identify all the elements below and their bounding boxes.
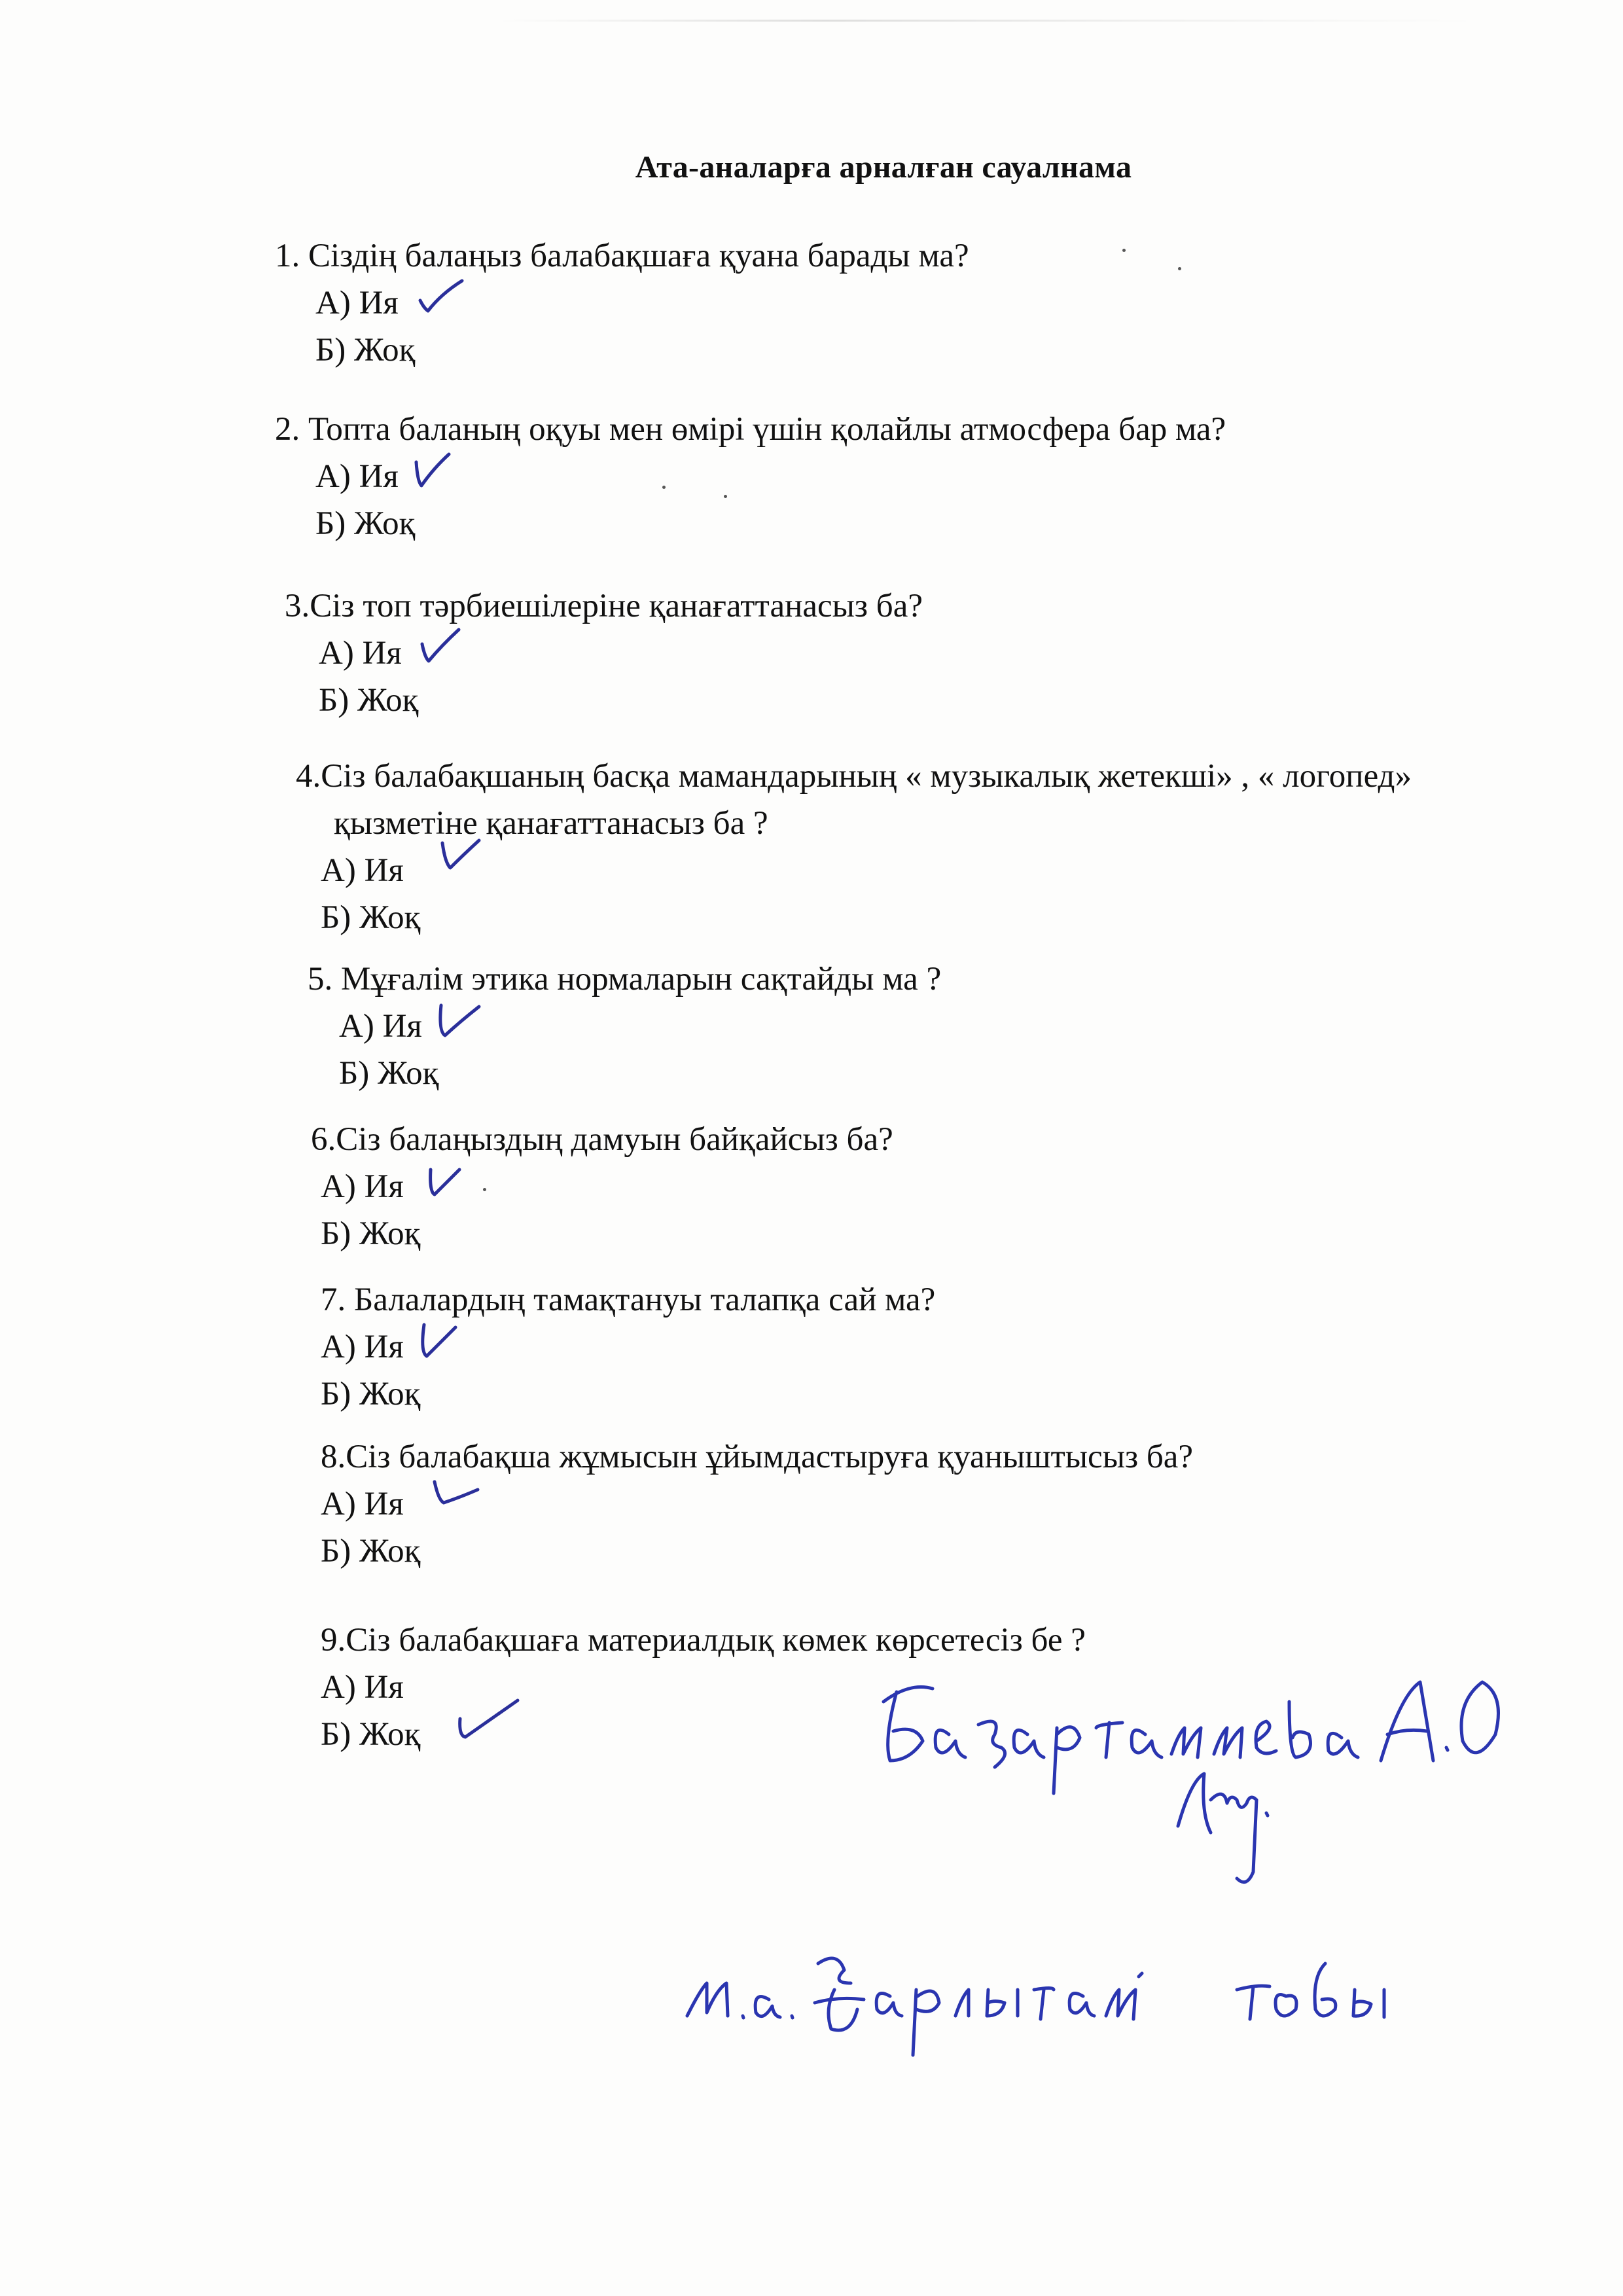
scan-speck (662, 486, 666, 489)
option-b[interactable]: Б) Жоқ (321, 1215, 421, 1252)
option-a[interactable]: А) Ия (315, 279, 969, 327)
question-text: 7. Балалардың тамақтануы талапқа сай ма? (321, 1282, 936, 1318)
option-b[interactable]: Б) Жоқ (321, 1376, 421, 1412)
option-b[interactable]: Б) Жоқ (321, 1533, 421, 1570)
option-a[interactable]: А) Ия (321, 1163, 893, 1210)
question-text-continued: қызметіне қанағаттанасыз ба ? (334, 805, 768, 842)
question-text: 8.Сіз балабақша жұмысын ұйымдастыруға қуаныштысыз ба? (321, 1439, 1194, 1475)
question-8 (321, 1433, 1193, 1575)
scan-speck (724, 495, 727, 498)
question-5 (308, 956, 941, 1097)
option-b[interactable]: Б) Жоқ (315, 505, 416, 542)
scan-speck (483, 1188, 486, 1191)
option-a[interactable]: А) Ия (315, 453, 1226, 500)
checkmark-icon (425, 1159, 491, 1211)
question-text: 4.Сіз балабақшаның басқа мамандарының « музыкалық жетекші» , « логопед» (296, 758, 1412, 795)
question-1 (275, 232, 969, 374)
checkmark-icon (432, 1469, 497, 1521)
option-a[interactable]: А) Ия (339, 1003, 941, 1050)
option-b[interactable]: Б) Жоқ (339, 1055, 439, 1092)
checkmark-icon (415, 276, 480, 328)
option-a[interactable]: А) Ия (321, 1480, 1193, 1528)
option-b[interactable]: Б) Жоқ (321, 1711, 1086, 1758)
checkmark-icon (412, 449, 478, 501)
question-3 (285, 583, 923, 724)
question-4 (296, 753, 1412, 941)
scan-speck (1122, 249, 1126, 252)
option-a[interactable]: А) Ия (321, 1669, 404, 1706)
option-a[interactable]: А) Ия (321, 1323, 935, 1371)
handwritten-name-signature (870, 1662, 1558, 1924)
question-text: 2. Топта баланың оқуы мен өмірі үшін қолайлы атмосфера бар ма? (275, 411, 1226, 448)
handwritten-group-signature (681, 1924, 1531, 2075)
page-title: Ата-аналарға арналған сауалнама (635, 150, 1132, 185)
option-a[interactable]: А) Ия (319, 630, 923, 677)
scan-speck (1178, 267, 1181, 270)
question-text: 5. Мұғалім этика нормаларын сақтайды ма ? (308, 961, 942, 997)
checkmark-icon (438, 834, 504, 886)
question-2 (275, 406, 1226, 547)
checkmark-icon (436, 999, 501, 1051)
question-text: 6.Сіз балаңыздың дамуын байқайсыз ба? (311, 1121, 893, 1158)
scan-artifact (497, 20, 1479, 22)
option-b[interactable]: Б) Жоқ (319, 682, 419, 719)
question-text: 9.Сіз балабақшаға материалдық көмек көрсетесіз бе ? (321, 1622, 1086, 1659)
option-b[interactable]: Б) Жоқ (321, 899, 421, 936)
option-a[interactable]: А) Ия (321, 847, 1412, 894)
checkmark-icon (418, 626, 484, 678)
question-text: 3.Сіз топ тәрбиешілеріне қанағаттанасыз ба? (285, 588, 923, 624)
question-6 (311, 1116, 893, 1257)
checkmark-icon (455, 1696, 520, 1749)
question-text: 1. Сіздің балаңыз балабақшаға қуана барады ма? (275, 238, 969, 274)
option-b[interactable]: Б) Жоқ (315, 332, 416, 368)
question-7 (321, 1276, 935, 1418)
checkmark-icon (418, 1319, 483, 1372)
